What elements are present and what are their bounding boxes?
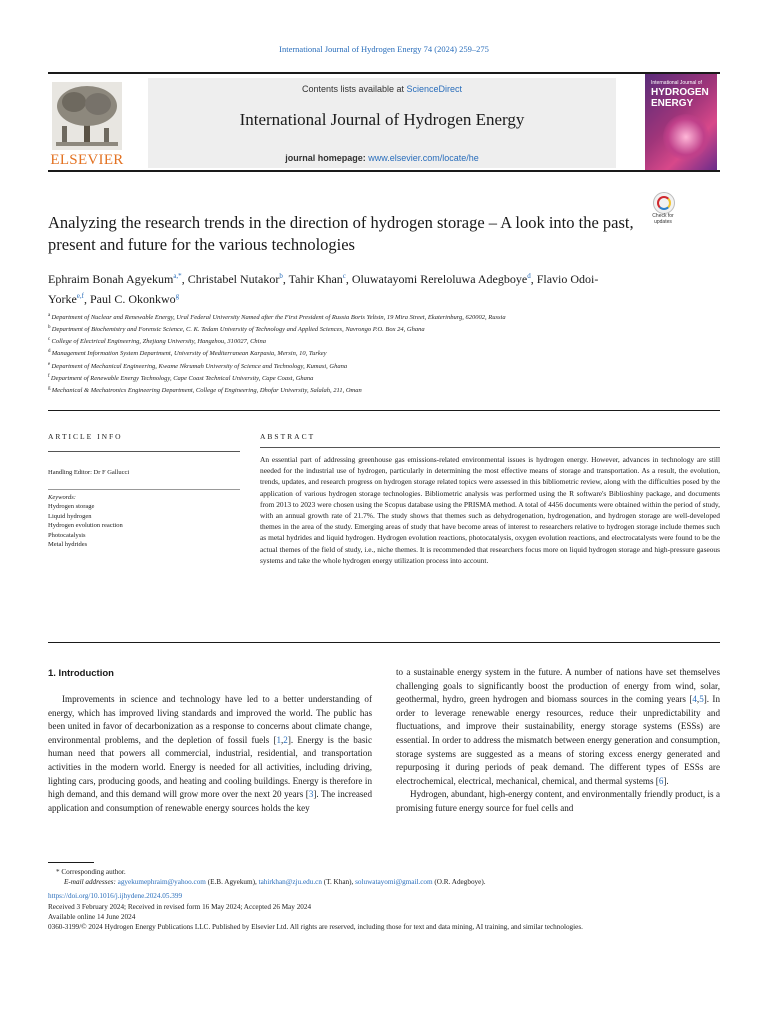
cover-title-line-2: ENERGY [651,98,694,109]
affiliation-key: g [48,385,52,391]
article-info-heading: ARTICLE INFO [48,432,123,441]
keyword: Metal hydrides [48,541,88,548]
author-name[interactable]: Flavio Odoi-Yorke [48,272,599,306]
affiliation-line [48,335,648,347]
asterisk-mark: * [56,868,62,876]
body-text: to a sustainable energy system in the future. A number of nations have set themselves challenging goals to significantly boost the production of energy from wind, solar, geothermal, hydro, green hydrogen and biomass sources in the coming years [ [396,667,720,705]
handling-editor: Handling Editor: Dr F Gallucci [48,469,130,476]
affiliation-marker[interactable]: c [342,272,346,280]
footnotes [48,862,720,932]
affiliation-key: f [48,373,51,379]
author-separator: , [345,272,352,286]
abstract-text: An essential part of addressing greenhouse gas emissions-related environmental issues is hydrogen energy. However, advances in technology are still needed for the industrial use of hydrogen, particularly in determining the most effective means of storage and transportation. As a result, the evolution, trends, updates, and research progress on hydrogen storage related topics were assessed in this bibliometric review, along with the difficulties posed by the application of various hydrogen storage technologies. Bibliometric analysis was performed using the R software's Biblioshiny package, and documents from 2013 to 2023 were chosen using the Scopus database using the PRISMA method. A total of 4456 documents were obtained within the period of study, with an annual growth rate of 21.7%. The study shows that themes such as dehydrogenation, hydrogenation, and hydrogen storage are well-developed themes in the area of the study. Emerging areas of study that have become areas of interest to researchers relative to hydrogen storage include themes such as metal hydrides and liquid hydrogen. Hydrogen evolution reactions, photocatalysis, oxygen evolution reactions, and electrocatalysts were found to be the actual themes of the field of study, i.e., niche themes. It is recommended that researchers focus more on liquid hydrogen storage and high-pressure gaseous systems and take the whole hydrogen energy utilization process into account. [260,447,720,566]
keyword-list [48,502,240,550]
homepage-link[interactable]: www.elsevier.com/locate/he [368,153,479,163]
affiliation-line [48,323,648,335]
affiliation-key: a [48,313,52,318]
left-column [48,693,372,815]
author-separator: , [530,272,537,286]
affiliation-marker[interactable]: e,f [76,292,84,300]
right-column [396,666,720,816]
affiliation-key: e [48,361,52,367]
affiliation-line [48,372,648,384]
cover-glow [663,114,709,160]
received-dates: Received 3 February 2024; Received in revised form 16 May 2024; Accepted 26 May 2024 [48,902,312,911]
email-link[interactable]: soluwatayomi@gmail.com [355,878,433,887]
corresponding-author-text: Corresponding author. [61,868,126,876]
online-date: Available online 14 June 2024 [48,912,136,921]
author-separator: , [282,272,289,286]
doi-link-row [48,891,720,901]
running-header[interactable]: International Journal of Hydrogen Energy 74 (2024) 259–275 [279,44,489,54]
body-text: ]. Energy is the basic human need that powers all commercial, industrial, residential, and transportation activities in the modern world. Energy is needed for all activities, including driving, lighting cars, producing goods, and heating and cooling buildings. Energy is therefore in high demand, and this demand will grow more over the next 20 years [ [48,734,372,800]
affiliation-line [48,311,648,323]
crossmark-ring-icon [657,196,671,210]
crossmark-label [648,213,678,225]
abstract-heading: ABSTRACT [260,432,316,441]
doi-link[interactable]: https://doi.org/10.1016/j.ijhydene.2024.05.399 [48,892,183,901]
author-separator: , [84,292,90,306]
email-owner: (E.B. Agyekum), [205,878,259,887]
affiliation-marker[interactable]: d [527,272,531,280]
journal-title: International Journal of Hydrogen Energy [239,110,525,129]
citation-link[interactable]: 5 [699,694,704,705]
affiliation-text: College of Electrical Engineering, Zhejiang University, Hangzhou, 310027, China [51,338,266,346]
affiliation-line [48,347,648,359]
tree-logo-icon [52,82,122,150]
keyword: Liquid hydrogen [48,512,92,520]
affiliation-marker[interactable]: g [175,292,180,300]
contents-prefix: Contents lists available at [301,84,407,94]
affiliation-text: Mechanical & Mechatronics Engineering Department, College of Engineering, Dhofar University, Salalah, 211, Oman [51,387,362,395]
section-heading-introduction: 1. Introduction [48,668,114,679]
journal-cover-image[interactable] [645,74,717,170]
affiliation-key: b [48,325,52,331]
email-link[interactable]: agyekumephraim@yahoo.com [117,878,206,887]
affiliation-text: Management Information System Department, University of Mediterranean Karpasia, Mersin, 10, Turkey [51,350,327,358]
cover-top-text: International Journal of [651,80,702,86]
article-info-rule [48,451,240,452]
author-separator: , [181,272,188,286]
keyword: Hydrogen storage [48,503,95,510]
email-owner: (T. Khan), [321,878,356,887]
abstract [260,432,720,566]
divider-rule [48,642,720,643]
citation-link[interactable]: 1 [276,734,282,745]
check-for-updates-button[interactable] [648,192,676,228]
publisher-name: ELSEVIER [50,152,124,168]
affiliation-line [48,360,648,372]
intro-paragraph-2: Hydrogen, abundant, high-energy content, and environmentally friendly product, is a promising future energy source for fuel cells and [396,789,720,813]
affiliation-marker[interactable]: a,* [173,272,182,280]
author-name[interactable]: Paul C. Okonkwo [90,292,176,306]
cover-title [651,87,709,109]
affiliation-text: Department of Biochemistry and Forensic Science, C. K. Tedam University of Technology and Applied Sciences, Navrongo P.O. Box 24, Ghana [51,326,425,334]
author-name[interactable]: Christabel Nutakor [187,272,280,286]
crossmark-label-2: updates [654,219,672,225]
affiliation-text: Department of Renewable Energy Technology, Cape Coast Technical University, Cape Coast, Ghana [50,374,314,382]
author-name[interactable]: Ephraim Bonah Agyekum [48,272,174,286]
email-label: E-mail addresses: [64,878,118,887]
affiliation-marker[interactable]: b [279,272,283,280]
intro-paragraph-1 [48,693,372,815]
body-text: ]. [663,775,669,786]
keyword: Photocatalysis [48,531,86,539]
homepage-line [148,153,616,163]
contents-line [148,84,616,94]
author-name[interactable]: Oluwatayomi Rereloluwa Adegboye [351,272,528,286]
affiliation-line [48,384,648,396]
citation-link[interactable]: 2 [283,734,288,745]
intro-paragraph-1-continued [396,666,720,788]
citation-link[interactable]: 6 [658,775,664,786]
affiliation-text: Department of Mechanical Engineering, Kwame Nkrumah University of Science and Technology, Kumasi, Ghana [51,362,348,370]
sciencedirect-link[interactable]: ScienceDirect [406,84,463,94]
citation-link[interactable]: 4 [692,694,697,705]
email-owner: (O.R. Adegboye). [432,878,486,887]
footnote-rule [48,862,94,863]
info-rule [48,489,240,490]
copyright-notice: 0360-3199/© 2024 Hydrogen Energy Publications LLC. Published by Elsevier Ltd. All rights are reserved, including those for text and data mining, AI training, and similar technologies. [48,923,583,932]
article-info [48,432,240,550]
journal-masthead [48,72,720,172]
body-text: ]. In order to leverage renewable energy resources, reduce their unpredictability and fluctuations, and improve their sustainability, energy storage systems (ESSs) are essential. In order to address the mismatch between energy generation and consumption, storage systems are suggested as a means of storing excess energy generated and repurposing it during periods of peak demand. The different types of ESSs are electrochemical, electrical, mechanical, chemical, and thermal systems [ [396,694,720,786]
body-text: Improvements in science and technology have led to a better understanding of energy, which has improved living standards and improved the world. The public has been united in favor of decarbonization as a response to concerns about climate change, environmental problems, and the depletion of fossil fuels [ [48,694,372,745]
body-text: ]. The increased application and consumption of renewable energy sources holds the key [48,789,373,813]
author-list [48,268,608,308]
affiliation-list [48,311,648,396]
elsevier-logo[interactable] [48,82,126,170]
cover-title-line-1: HYDROGEN [651,87,709,98]
body-text: , [281,734,284,745]
email-addresses [48,877,720,887]
masthead-center [148,78,616,168]
body-text: , [696,694,700,705]
keyword: Hydrogen evolution reaction [48,522,123,529]
paper-title: Analyzing the research trends in the direction of hydrogen storage – A look into the past, present and future for the various technologies [48,213,634,254]
crossmark-label-1: Check for [652,213,674,219]
affiliation-key: d [48,349,52,355]
citation-link[interactable]: 3 [308,789,314,800]
affiliation-text: Department of Nuclear and Renewable Energy, Ural Federal University Named after the First President of Russia Boris Yeltsin, 19 Mira Street, Ekaterinburg, 620002, Russia [51,314,506,322]
affiliation-key: c [48,337,52,343]
corresponding-author-note [48,867,720,877]
divider-rule [48,410,720,411]
author-name[interactable]: Tahir Khan [288,272,343,286]
email-link[interactable]: tahirkhan@zju.edu.cn [258,878,322,887]
homepage-label: journal homepage: [285,153,369,163]
keywords-label: Keywords: [48,493,76,501]
